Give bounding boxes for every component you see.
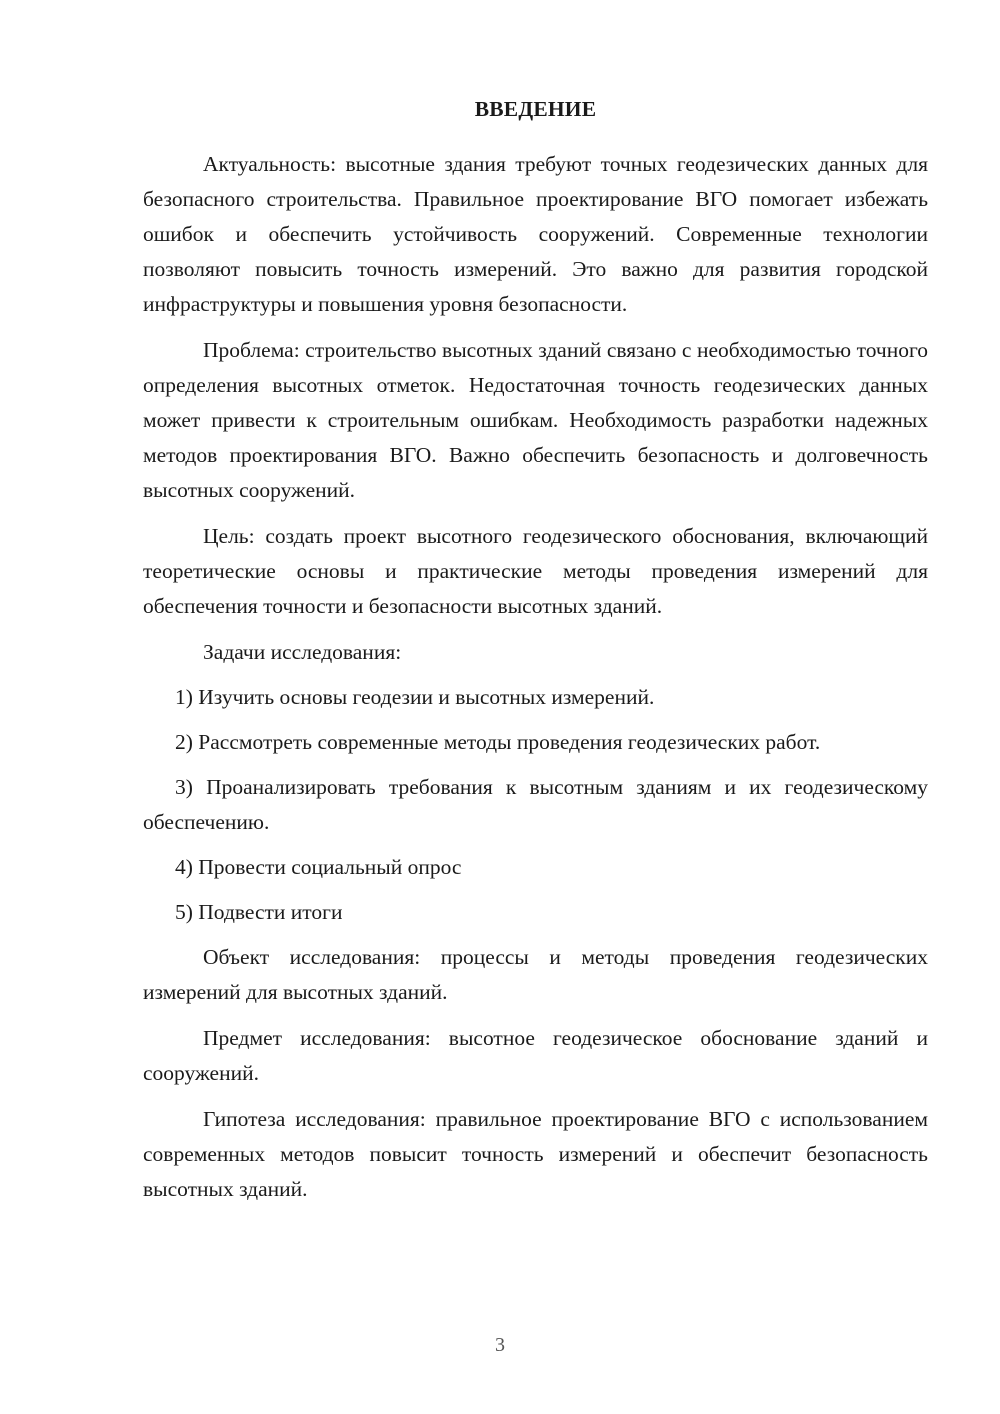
paragraph-goal: Цель: создать проект высотного геодезического обоснования, включающий теоретические основы и практические методы проведения измерений для обеспечения точности и безопасности высотных зданий. bbox=[143, 524, 928, 618]
paragraph-tasks-title: Задачи исследования: bbox=[203, 640, 402, 664]
document-page bbox=[143, 92, 928, 1218]
task-item-2: 2) Рассмотреть современные методы проведения геодезических работ. bbox=[175, 730, 821, 754]
task-item-3: 3) Проанализировать требования к высотным зданиям и их геодезическому обеспечению. bbox=[143, 775, 928, 834]
section-heading: ВВЕДЕНИЕ bbox=[474, 97, 597, 121]
paragraph-subject: Предмет исследования: высотное геодезическое обоснование зданий и сооружений. bbox=[143, 1026, 928, 1085]
task-item-4: 4) Провести социальный опрос bbox=[175, 855, 462, 879]
paragraph-hypothesis: Гипотеза исследования: правильное проектирование ВГО с использованием современных методов повысит точность измерений и обеспечит безопасность высотных зданий. bbox=[143, 1107, 928, 1201]
paragraph-object: Объект исследования: процессы и методы проведения геодезических измерений для высотных зданий. bbox=[143, 945, 928, 1004]
paragraph-relevance: Актуальность: высотные здания требуют точных геодезических данных для безопасного строительства. Правильное проектирование ВГО помогает избежать ошибок и обеспечить устойчивость сооружений. Современные технологии позволяют повысить точность измерений. Это важно для развития городской инфраструктуры и повышения уровня безопасности. bbox=[143, 152, 928, 316]
task-item-5: 5) Подвести итоги bbox=[175, 900, 343, 924]
page-number: 3 bbox=[495, 1334, 505, 1356]
task-item-1: 1) Изучить основы геодезии и высотных измерений. bbox=[175, 685, 655, 709]
paragraph-problem: Проблема: строительство высотных зданий связано с необходимостью точного определения высотных отметок. Недостаточная точность геодезических данных может привести к строительным ошибкам. Необходимость разработки надежных методов проектирования ВГО. Важно обеспечить безопасность и долговечность высотных сооружений. bbox=[143, 338, 928, 502]
